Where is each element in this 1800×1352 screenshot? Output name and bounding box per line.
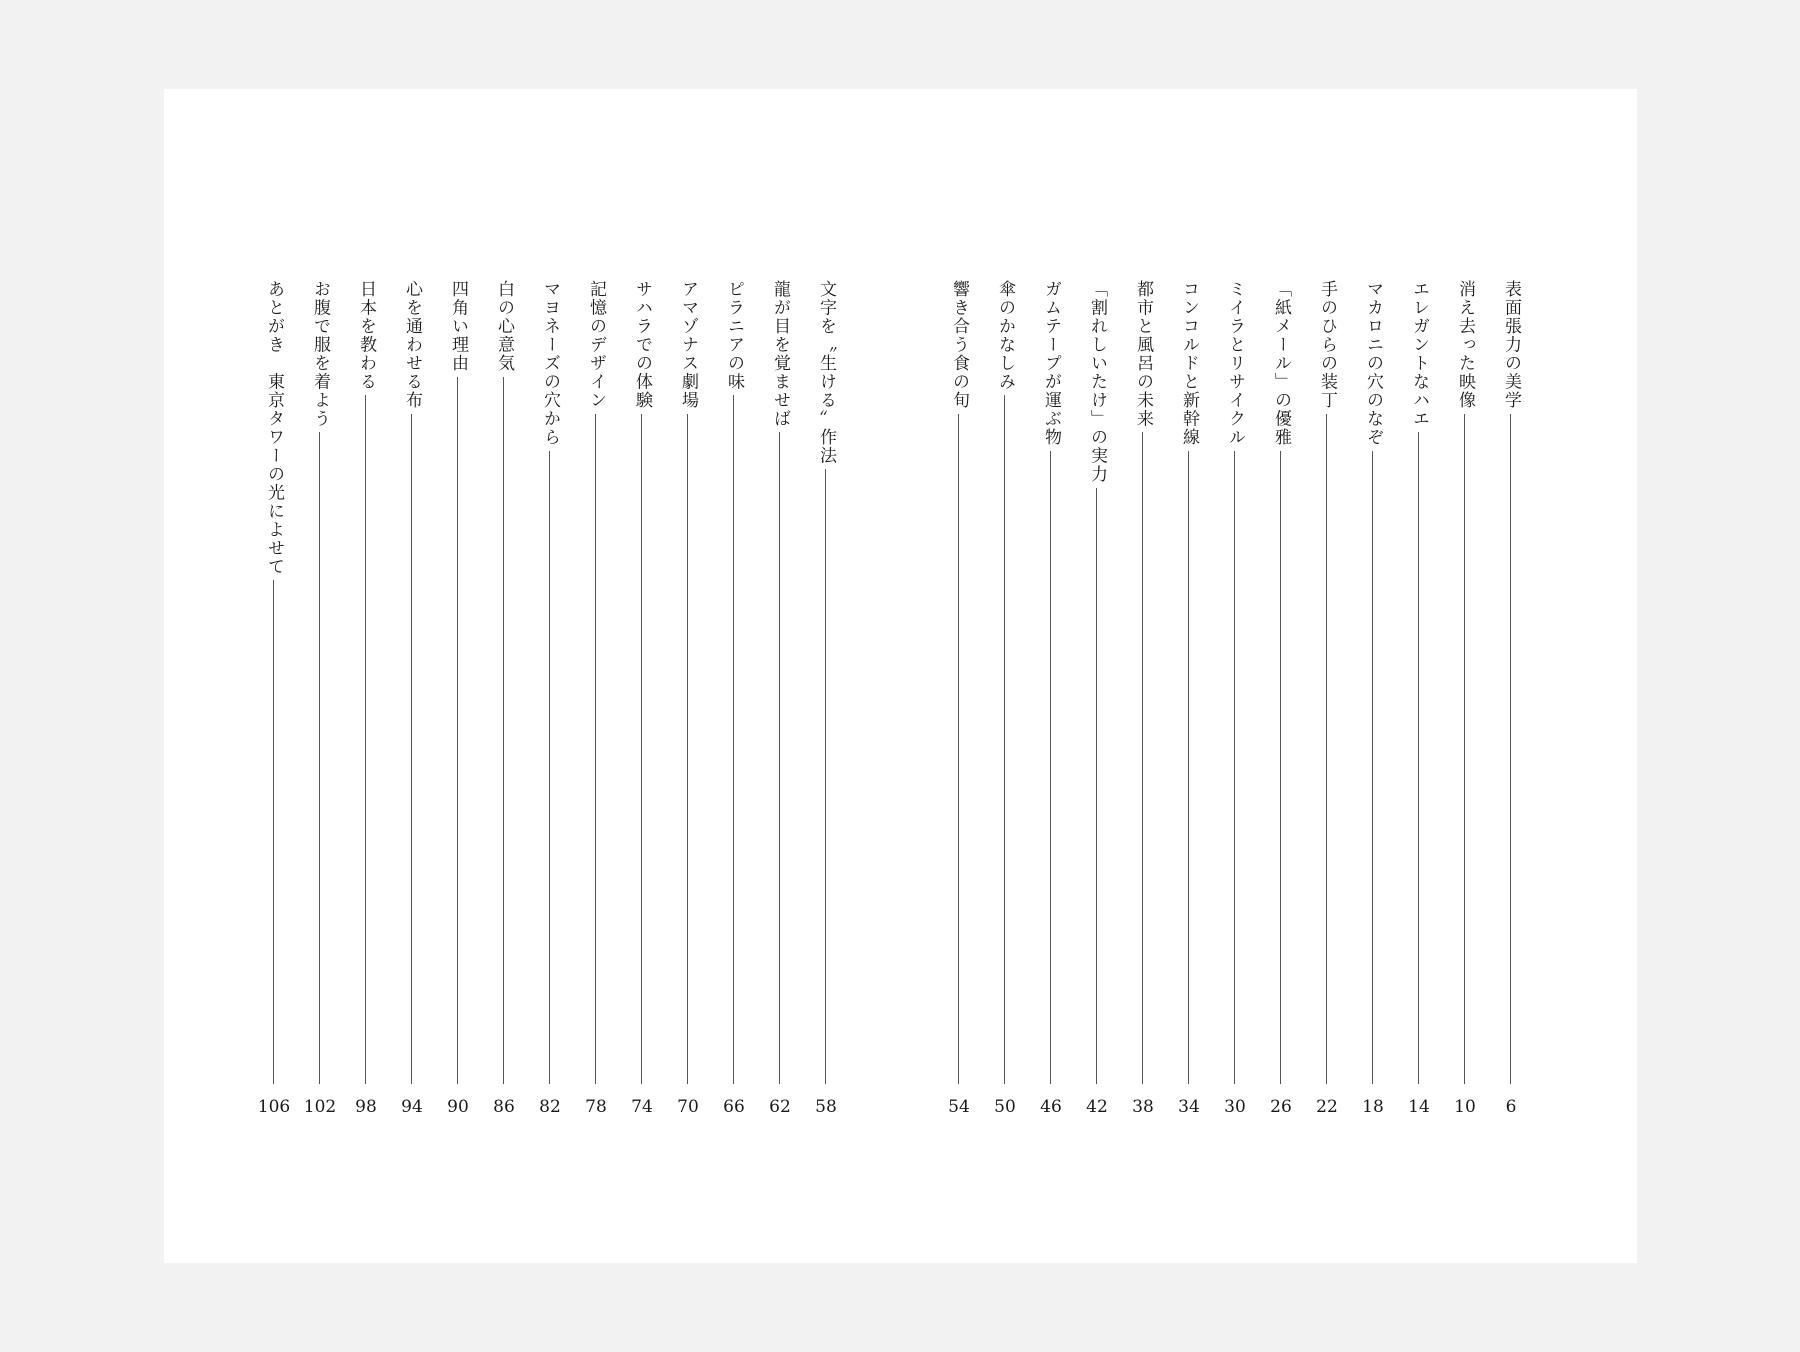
leader-line (687, 414, 688, 1084)
toc-entry-title: コンコルドと新幹線 (1179, 280, 1199, 447)
toc-entry-left-3[interactable] (719, 280, 749, 1117)
toc-entry-left-5[interactable] (627, 280, 657, 1117)
toc-entry-right-4[interactable] (1358, 280, 1388, 1117)
toc-entry-title: 消え去った映像 (1455, 280, 1475, 410)
book-spread (164, 89, 1637, 1263)
toc-entry-left-11[interactable] (351, 280, 381, 1117)
toc-entry-title: お腹で服を着よう (310, 280, 330, 428)
leader-line (549, 451, 550, 1084)
toc-entry-page-number: 58 (815, 1097, 837, 1117)
toc-entry-right-8[interactable] (1174, 280, 1204, 1117)
toc-entry-title: 表面張力の美学 (1501, 280, 1521, 410)
toc-entry-page-number: 54 (948, 1097, 970, 1117)
toc-entry-page-number: 102 (303, 1097, 337, 1117)
toc-entry-right-11[interactable] (1036, 280, 1066, 1117)
toc-entry-title: 文字を〝生ける〟作法 (816, 280, 836, 465)
leader-line (1188, 451, 1189, 1084)
leader-line (319, 432, 320, 1084)
toc-entry-left-13[interactable] (259, 280, 289, 1117)
toc-entry-page-number: 70 (677, 1097, 699, 1117)
toc-entry-page-number: 86 (493, 1097, 515, 1117)
leader-line (365, 395, 366, 1084)
toc-entry-right-10[interactable] (1082, 280, 1112, 1117)
toc-entry-title: 四角い理由 (448, 280, 468, 373)
toc-entry-title: マヨネーズの穴から (540, 280, 560, 447)
toc-entry-left-12[interactable] (305, 280, 335, 1117)
toc-entry-title: 日本を教わる (356, 280, 376, 391)
toc-entry-right-13[interactable] (944, 280, 974, 1117)
toc-entry-left-4[interactable] (673, 280, 703, 1117)
leader-line (733, 395, 734, 1084)
toc-entry-page-number: 98 (355, 1097, 377, 1117)
toc-entry-title: 手のひらの装丁 (1317, 280, 1337, 410)
toc-entry-page-number: 50 (994, 1097, 1016, 1117)
toc-entry-title: マカロニの穴のなぞ (1363, 280, 1383, 447)
toc-entry-page-number: 62 (769, 1097, 791, 1117)
toc-entry-title: ガムテープが運ぶ物 (1041, 280, 1061, 447)
toc-entry-right-1[interactable] (1496, 280, 1526, 1117)
toc-entry-right-2[interactable] (1450, 280, 1480, 1117)
leader-line (1418, 432, 1419, 1084)
toc-entry-right-9[interactable] (1128, 280, 1158, 1117)
toc-entry-left-1[interactable] (811, 280, 841, 1117)
toc-entry-title: 白の心意気 (494, 280, 514, 373)
leader-line (779, 432, 780, 1084)
leader-line (1372, 451, 1373, 1084)
toc-entry-title: エレガントなハエ (1409, 280, 1429, 428)
toc-entry-title: 都市と風呂の未来 (1133, 280, 1153, 428)
toc-entry-page-number: 42 (1086, 1097, 1108, 1117)
toc-entry-left-2[interactable] (765, 280, 795, 1117)
toc-entry-title: 「紙メール」の優雅 (1271, 280, 1291, 447)
toc-entry-page-number: 18 (1362, 1097, 1384, 1117)
toc-entry-right-7[interactable] (1220, 280, 1250, 1117)
toc-entry-page-number: 26 (1270, 1097, 1292, 1117)
leader-line (595, 414, 596, 1084)
toc-entry-page-number: 74 (631, 1097, 653, 1117)
toc-entry-page-number: 82 (539, 1097, 561, 1117)
toc-entry-title: 龍が目を覚ませば (770, 280, 790, 428)
toc-entry-right-6[interactable] (1266, 280, 1296, 1117)
leader-line (1050, 451, 1051, 1084)
toc-entry-page-number: 90 (447, 1097, 469, 1117)
toc-entry-left-8[interactable] (489, 280, 519, 1117)
toc-entry-title: ミイラとリサイクル (1225, 280, 1245, 447)
toc-entry-title: 記憶のデザイン (586, 280, 606, 410)
toc-entry-page-number: 46 (1040, 1097, 1062, 1117)
toc-entry-title: サハラでの体験 (632, 280, 652, 410)
toc-entry-title: ピラニアの味 (724, 280, 744, 391)
toc-entry-left-9[interactable] (443, 280, 473, 1117)
leader-line (1234, 451, 1235, 1084)
leader-line (958, 414, 959, 1084)
toc-entry-page-number: 38 (1132, 1097, 1154, 1117)
toc-entry-title: 響き合う食の旬 (949, 280, 969, 410)
leader-line (1280, 451, 1281, 1084)
toc-entry-left-6[interactable] (581, 280, 611, 1117)
toc-entry-right-12[interactable] (990, 280, 1020, 1117)
leader-line (1464, 414, 1465, 1084)
toc-entry-title: 「割れしいたけ」の実力 (1087, 280, 1107, 484)
leader-line (1142, 432, 1143, 1084)
toc-entry-title: 傘のかなしみ (995, 280, 1015, 391)
leader-line (457, 377, 458, 1084)
leader-line (1096, 488, 1097, 1084)
leader-line (273, 580, 274, 1084)
toc-entry-page-number: 30 (1224, 1097, 1246, 1117)
toc-entry-left-10[interactable] (397, 280, 427, 1117)
toc-entry-right-5[interactable] (1312, 280, 1342, 1117)
leader-line (1004, 395, 1005, 1084)
toc-entry-title: あとがき 東京タワーの光によせて (264, 280, 284, 576)
leader-line (411, 414, 412, 1084)
toc-entry-left-7[interactable] (535, 280, 565, 1117)
leader-line (503, 377, 504, 1084)
toc-entry-right-3[interactable] (1404, 280, 1434, 1117)
toc-entry-page-number: 14 (1408, 1097, 1430, 1117)
toc-entry-page-number: 78 (585, 1097, 607, 1117)
toc-entry-page-number: 34 (1178, 1097, 1200, 1117)
toc-entry-title: 心を通わせる布 (402, 280, 422, 410)
leader-line (1326, 414, 1327, 1084)
toc-entry-page-number: 22 (1316, 1097, 1338, 1117)
toc-entry-page-number: 106 (257, 1097, 291, 1117)
toc-entry-page-number: 6 (1505, 1097, 1517, 1117)
leader-line (641, 414, 642, 1084)
toc-entry-title: アマゾナス劇場 (678, 280, 698, 410)
toc-entry-page-number: 10 (1454, 1097, 1476, 1117)
toc-entry-page-number: 66 (723, 1097, 745, 1117)
leader-line (825, 469, 826, 1084)
toc-entry-page-number: 94 (401, 1097, 423, 1117)
leader-line (1510, 414, 1511, 1084)
